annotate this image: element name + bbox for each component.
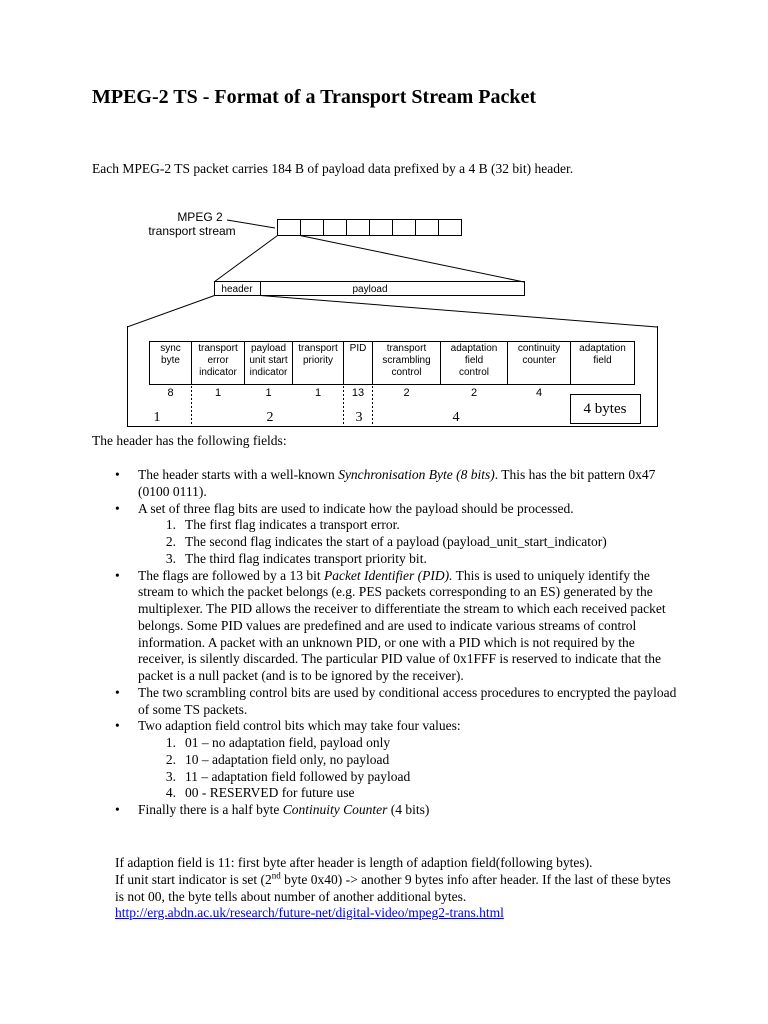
footer-line-2b: byte 0x40) -> another 9 bytes info after header. If the last of these bytes is not 00, the byte tells about number of another additional bytes.	[115, 871, 671, 904]
field-label-text: control	[458, 367, 490, 378]
byte-number: 3	[355, 410, 363, 425]
numbered-subitem	[0, 534, 768, 551]
footer-notes	[115, 855, 675, 922]
field-label-text: sync	[160, 343, 181, 354]
reference-link[interactable]: http://erg.abdn.ac.uk/research/future-net/digital-video/mpeg2-trans.html	[115, 905, 504, 921]
field-label-text: priority	[302, 355, 334, 366]
expand-line-left	[214, 236, 278, 283]
field-label-text: byte	[161, 355, 180, 366]
bullet-item	[0, 568, 768, 685]
byte-number: 4	[452, 410, 460, 425]
subitem-text: 00 - RESERVED for future use	[185, 785, 355, 801]
field-bit-count: 2	[403, 387, 410, 399]
subitem-text: The first flag indicates a transport error.	[185, 517, 400, 533]
field-label-text: PID	[349, 343, 367, 354]
payload-box	[261, 282, 525, 296]
subitem-text: The third flag indicates transport priority bit.	[185, 550, 427, 566]
expand-line-right	[300, 236, 524, 283]
subitem-text: 01 – no adaptation field, payload only	[185, 735, 391, 750]
byte-number: 1	[153, 410, 161, 425]
subitem-number: 2.	[165, 751, 176, 767]
footer-line-2	[115, 872, 675, 906]
subitem-number: 1.	[165, 517, 176, 533]
field-description-list	[0, 467, 768, 819]
bullet-text: The header starts with a well-known Synchronisation Byte (8 bits). This has the bit pattern 0x47 (0100 0111).	[138, 467, 656, 499]
bullet-text: A set of three flag bits are used to indicate how the payload should be processed.	[138, 500, 574, 516]
bullet-item	[0, 467, 768, 501]
subitem-text: 10 – adaptation field only, no payload	[185, 751, 390, 767]
bullet-text: Finally there is a half byte Continuity Counter (4 bits)	[138, 802, 430, 817]
field-label-text: unit start	[249, 355, 288, 366]
fields-intro: The header has the following fields:	[92, 433, 287, 448]
field-bit-count: 4	[535, 387, 543, 399]
field-label-text: transport	[386, 343, 427, 354]
subitem-text: The second flag indicates the start of a payload (payload_unit_start_indicator)	[185, 534, 607, 549]
bullet-dot-icon: •	[115, 500, 120, 516]
stream-label-line2: transport stream	[148, 224, 236, 238]
subitem-text: 11 – adaptation field followed by payload	[185, 768, 411, 784]
subitem-number: 2.	[165, 534, 176, 549]
field-label-text: transport	[198, 343, 238, 354]
field-label-text: control	[391, 367, 422, 378]
bullet-item	[0, 685, 768, 719]
field-label-text: field	[464, 355, 484, 366]
field-label-text: indicator	[249, 367, 288, 378]
field-bit-count: 2	[470, 387, 478, 399]
field-bit-count: 1	[314, 387, 322, 399]
field-label-text: continuity	[517, 343, 561, 354]
four-bytes-label: 4 bytes	[583, 401, 627, 417]
footer-line-1: If adaption field is 11: first byte after header is length of adaption field(following bytes).	[115, 855, 593, 870]
field-label-text: error	[207, 355, 229, 366]
header-label: header	[221, 284, 253, 295]
field-bit-count: 1	[214, 387, 222, 399]
bullet-text: The flags are followed by a 13 bit Packet Identifier (PID). This is used to uniquely identify the stream to which the packet belongs (e.g. PES packets corresponding to an ES) generated by the multiplexer. The PID allows the receiver to differentiate the stream to which each received packet belongs. Some PID values are predefined and are used to indicate various streams of control information. A packet with an unknown PID, or one with a PID which is not required by the receiver, is silently discarded. The particular PID value of 0x1FFF is reserved to indicate that the packet is a null packet (and is to be ignored by the receiver).	[138, 567, 666, 683]
byte-number-labels	[154, 410, 460, 425]
ts-packet-diagram	[0, 0, 768, 430]
header-expand-right	[261, 296, 658, 328]
field-label-text: transport	[298, 343, 338, 354]
bullet-dot-icon: •	[115, 467, 120, 482]
bullet-text: The two scrambling control bits are used by conditional access procedures to encrypted the payload of some TS packets.	[138, 684, 677, 717]
subitem-number: 4.	[165, 785, 176, 801]
subitem-number: 3.	[165, 768, 176, 784]
bullet-item	[0, 802, 768, 819]
field-label-text: payload	[250, 343, 287, 354]
payload-label: payload	[352, 284, 388, 295]
numbered-subitem	[0, 752, 768, 769]
field-label-text: scrambling	[382, 355, 431, 366]
field-label-text: counter	[522, 355, 556, 366]
bullet-text: Two adaption field control bits which may take four values:	[138, 718, 461, 734]
field-bit-count: 1	[265, 387, 272, 399]
field-labels	[160, 343, 626, 378]
header-expand-left	[127, 296, 215, 328]
numbered-subitem	[0, 517, 768, 534]
field-label-text: adaptation	[450, 343, 498, 354]
byte-number: 2	[266, 410, 274, 425]
bullet-item	[0, 718, 768, 735]
intro-paragraph: Each MPEG-2 TS packet carries 184 B of payload data prefixed by a 4 B (32 bit) header.	[92, 161, 574, 176]
bit-count-labels	[167, 387, 542, 399]
field-label-text: field	[593, 355, 612, 366]
numbered-subitem	[0, 785, 768, 802]
bullet-item	[0, 501, 768, 518]
numbered-subitem	[0, 735, 768, 752]
bullet-dot-icon: •	[115, 684, 120, 700]
field-label-text: adaptation	[579, 343, 626, 354]
page-title: MPEG-2 TS - Format of a Transport Stream Packet	[92, 86, 537, 108]
field-bit-count: 8	[167, 387, 174, 399]
numbered-subitem	[0, 551, 768, 568]
bullet-dot-icon: •	[115, 567, 120, 583]
field-bit-count: 13	[351, 387, 365, 399]
bullet-dot-icon: •	[115, 718, 120, 734]
stream-dividers	[301, 220, 439, 236]
numbered-subitem	[0, 769, 768, 786]
footer-superscript: nd	[271, 870, 281, 881]
footer-line-2a: If unit start indicator is set (2	[115, 871, 272, 887]
bullet-dot-icon: •	[115, 802, 120, 817]
stream-label-line1: MPEG 2	[177, 210, 223, 224]
field-label-text: indicator	[199, 367, 237, 378]
subitem-number: 3.	[165, 550, 176, 566]
subitem-number: 1.	[165, 735, 176, 750]
